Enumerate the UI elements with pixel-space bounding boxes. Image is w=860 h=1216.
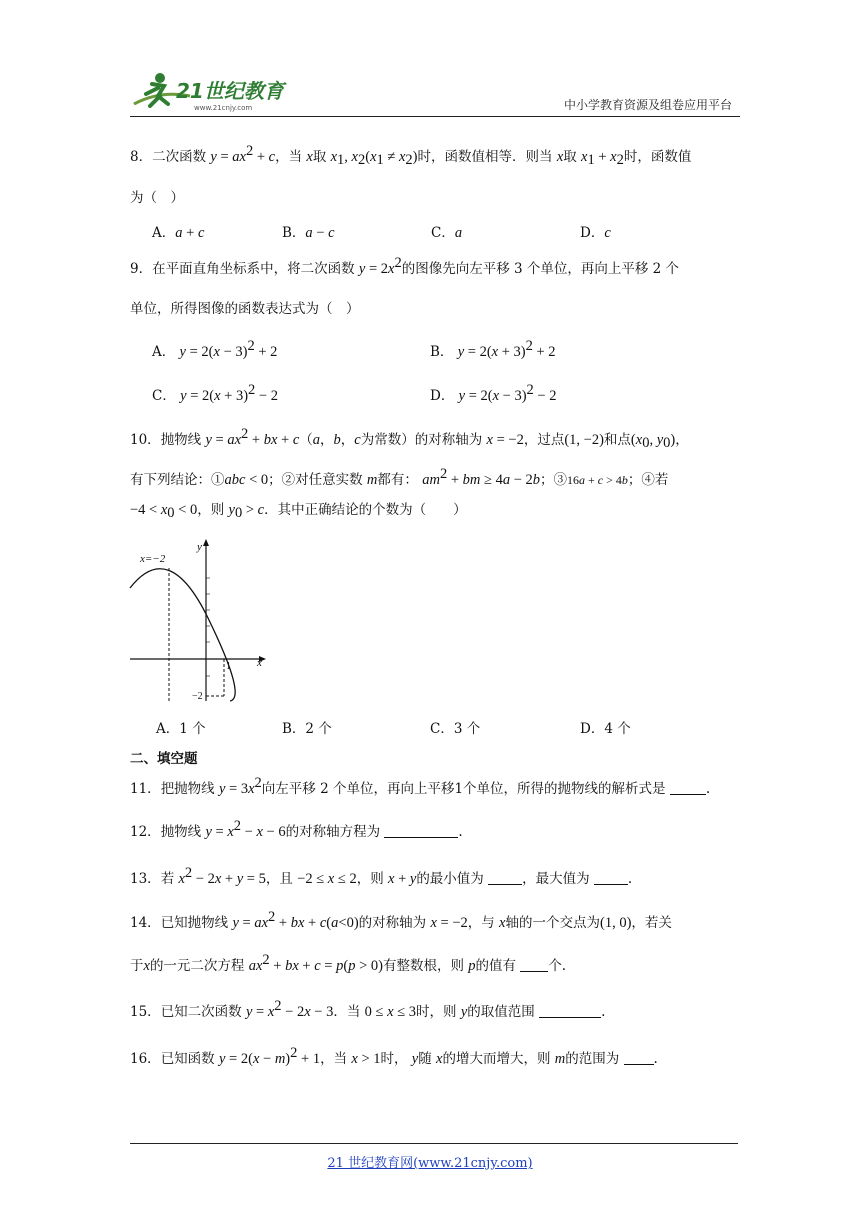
question-14-line-2: 于x的一元二次方程 $ax^2$ + bx + c = p(p > 0)有整数根，则 p的值有 个. (130, 952, 567, 974)
logo-text: 21世纪教育 (176, 79, 284, 103)
question-15: 15．已知二次函数 $y = x^2 - 2x - 3$．当 0 ≤ x ≤ 3时，则 y的取值范围 . (130, 998, 606, 1020)
logo-21cnjy (130, 68, 295, 114)
question-14-line-1: 14．已知抛物线 $y = ax^2$ + bx + c(a<0)的对称轴为 x = −2，与 x轴的一个交点为(1, 0)，若关 (130, 909, 672, 931)
question-11: 11．把抛物线 $y = 3x^2$向左平移 2 个单位，再向上平移1个单位，所得的抛物线的解析式是 . (130, 775, 711, 797)
q9-option-b[interactable]: B． $y = 2(x + 3)^2 + 2$ (430, 338, 556, 360)
page-header (130, 68, 740, 118)
q9-option-c[interactable]: C． $y = 2(x + 3)^2 - 2$ (152, 382, 278, 404)
answer-blank[interactable] (384, 823, 458, 838)
q8-option-d[interactable]: D．c (580, 225, 611, 241)
question-10-line-3: $-4 < x_0 < 0$，则 $y_0 > c$．其中正确结论的个数为（ ） (130, 502, 467, 521)
answer-blank[interactable] (539, 1003, 601, 1018)
tick-label-1: 1 (226, 661, 231, 672)
q9-option-d[interactable]: D． $y = 2(x - 3)^2 - 2$ (430, 382, 557, 404)
question-10-line-2: 有下列结论：①abc < 0；②对任意实数 m都有： $am^2$ + bm ≥ 4a − 2b；③16a + c > 4b；④若 (130, 466, 669, 488)
question-8-line-1: 8．二次函数 $y = ax^2 + c$，当 x取 $x_1$, $x_2(x_1 \ne x_2)$时，函数值相等．则当 x取 $x_1 + x_2$时，函数值 (130, 143, 692, 168)
x-axis-label: x (257, 657, 262, 669)
answer-blank[interactable] (520, 957, 548, 972)
q10-option-b[interactable]: B．2 个 (282, 721, 332, 737)
question-9-line-2: 单位，所得图像的函数表达式为（ ） (130, 301, 360, 317)
question-13: 13．若 $x^2 - 2x + y = 5$，且 −2 ≤ x ≤ 2，则 x + y的最小值为 ，最大值为 . (130, 865, 633, 887)
footer-link[interactable]: 21 世纪教育网(www.21cnjy.com) (327, 1156, 533, 1171)
q10-option-c[interactable]: C．3 个 (430, 721, 481, 737)
q8-option-a[interactable]: A．a + c (152, 225, 205, 241)
question-8-line-2: 为（ ） (130, 190, 184, 206)
q10-option-d[interactable]: D．4 个 (580, 721, 631, 737)
question-10-line-1: 10．抛物线 $y = ax^2$ + bx + c（a，b，c为常数）的对称轴为 x = −2，过点(1, −2)和点($x_0$, $y_0$)， (130, 426, 689, 451)
tick-label-minus-2: −2 (192, 691, 203, 702)
question-9-line-1: 9．在平面直角坐标系中，将二次函数 $y = 2x^2$的图像先向左平移 3 个单位，再向上平移 2 个 (130, 255, 680, 277)
header-divider (130, 116, 740, 117)
y-axis-label: y (197, 541, 202, 553)
parabola-graph (126, 536, 271, 706)
question-16: 16．已知函数 $y = 2(x - m)^2 + 1$，当 x > 1时， y随 x的增大而增大，则 m的范围为 . (130, 1045, 658, 1067)
axis-of-symmetry-label: x=−2 (140, 553, 166, 565)
q8-option-c[interactable]: C．a (431, 225, 463, 241)
answer-blank-max[interactable] (594, 870, 628, 885)
q9-option-a[interactable]: A． $y = 2(x - 3)^2 + 2$ (152, 338, 278, 360)
section-fill-in-blank: 二、填空题 (130, 751, 198, 767)
answer-blank[interactable] (670, 780, 706, 795)
platform-name: 中小学教育资源及组卷应用平台 (563, 98, 732, 112)
footer-divider (130, 1143, 738, 1144)
answer-blank[interactable] (624, 1050, 654, 1065)
logo-url-text: www.21cnjy.com (194, 104, 253, 112)
q10-option-a[interactable]: A．1 个 (156, 721, 206, 737)
question-12: 12．抛物线 $y = x^2 - x - 6$的对称轴方程为 . (130, 818, 463, 840)
answer-blank-min[interactable] (488, 870, 522, 885)
q8-option-b[interactable]: B．a − c (282, 225, 335, 241)
